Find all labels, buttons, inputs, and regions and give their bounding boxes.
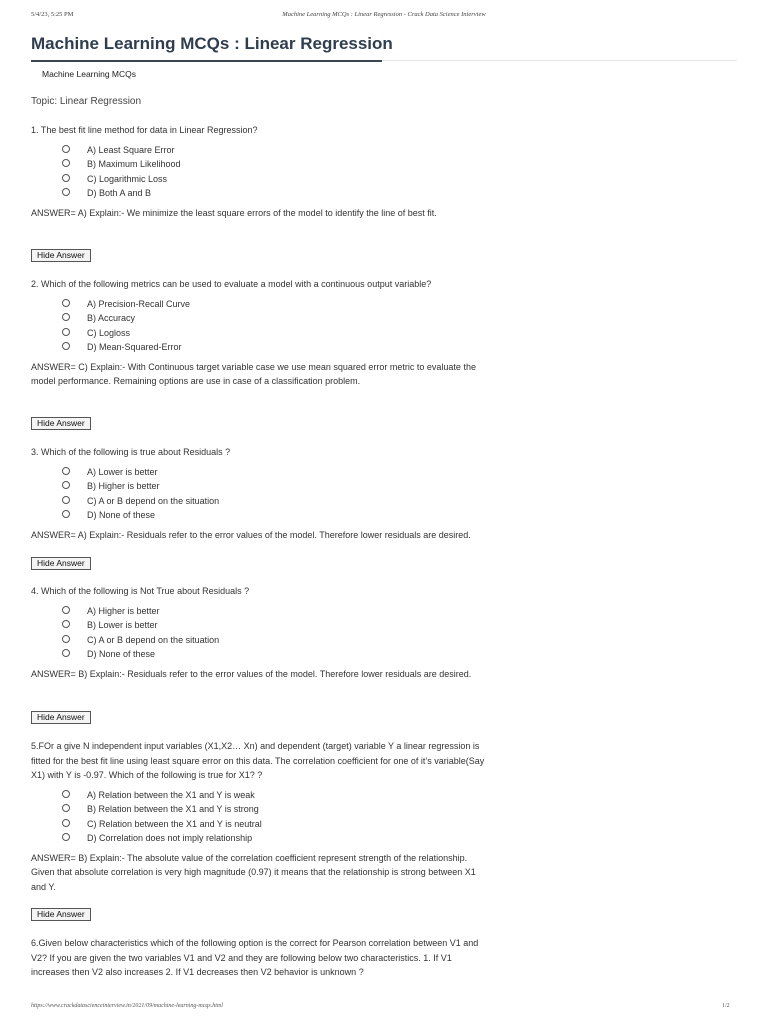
radio-button[interactable] bbox=[62, 174, 70, 182]
option-label: C) A or B depend on the situation bbox=[87, 634, 220, 645]
radio-button[interactable] bbox=[62, 145, 70, 153]
print-url: https://www.crackdatascienceinterview.in/2021/09/machine-learning-mcqs.html bbox=[31, 1003, 223, 1009]
page-number: 1/2 bbox=[722, 1003, 730, 1009]
title-underline bbox=[31, 60, 382, 62]
hide-answer-button[interactable]: Hide Answer bbox=[31, 249, 91, 262]
radio-button[interactable] bbox=[62, 804, 70, 812]
option-item[interactable] bbox=[31, 647, 486, 662]
option-label: A) Higher is better bbox=[87, 605, 160, 616]
radio-button[interactable] bbox=[62, 342, 70, 350]
hide-answer-button[interactable]: Hide Answer bbox=[31, 711, 91, 724]
option-label: C) A or B depend on the situation bbox=[87, 495, 220, 506]
option-item[interactable] bbox=[31, 172, 486, 187]
options-list bbox=[31, 604, 486, 662]
option-label: B) Higher is better bbox=[87, 481, 160, 491]
radio-button[interactable] bbox=[62, 833, 70, 841]
radio-button[interactable] bbox=[62, 328, 70, 336]
question-text: 1. The best fit line method for data in Linear Regression? bbox=[31, 125, 258, 135]
option-item[interactable] bbox=[31, 802, 486, 817]
print-date: 5/4/23, 5:25 PM bbox=[31, 11, 74, 18]
topic-label: Topic: Linear Regression bbox=[31, 96, 142, 107]
option-label: D) Mean-Squared-Error bbox=[87, 342, 182, 352]
option-item[interactable] bbox=[31, 465, 486, 480]
print-page-title: Machine Learning MCQs : Linear Regression - Crack Data Science Interview bbox=[282, 11, 486, 18]
option-label: D) Correlation does not imply relationship bbox=[87, 833, 253, 843]
option-label: B) Accuracy bbox=[87, 313, 136, 323]
option-item[interactable] bbox=[31, 340, 486, 355]
answer-text: ANSWER= A) Explain:- We minimize the least square errors of the model to identify the line of best fit. bbox=[31, 207, 437, 218]
option-item[interactable] bbox=[31, 817, 486, 832]
option-label: B) Maximum Likelihood bbox=[87, 159, 181, 169]
option-item[interactable] bbox=[31, 311, 486, 326]
radio-button[interactable] bbox=[62, 159, 70, 167]
radio-button[interactable] bbox=[62, 313, 70, 321]
radio-button[interactable] bbox=[62, 790, 70, 798]
option-label: C) Logloss bbox=[87, 327, 131, 338]
option-label: C) Relation between the X1 and Y is neutral bbox=[87, 818, 262, 829]
radio-button[interactable] bbox=[62, 496, 70, 504]
radio-button[interactable] bbox=[62, 635, 70, 643]
hide-answer-button[interactable]: Hide Answer bbox=[31, 417, 91, 430]
radio-button[interactable] bbox=[62, 299, 70, 307]
options-list bbox=[31, 465, 486, 523]
question-block-6 bbox=[31, 936, 486, 980]
radio-button[interactable] bbox=[62, 649, 70, 657]
option-item[interactable] bbox=[31, 479, 486, 494]
radio-button[interactable] bbox=[62, 188, 70, 196]
option-label: D) None of these bbox=[87, 649, 156, 659]
option-item[interactable] bbox=[31, 157, 486, 172]
question-block-4 bbox=[31, 584, 486, 681]
question-block-2 bbox=[31, 277, 486, 389]
option-label: A) Precision-Recall Curve bbox=[87, 298, 191, 309]
question-text: 6.Given below characteristics which of the following option is the correct for Pearson correlation between V1 and V2? If you are given the two variables V1 and V2 and they are following below two characteristics. 1. If V1 increases then V2 also increases 2. If V1 decreases then V2 behavior is unknown ? bbox=[31, 938, 479, 977]
option-label: D) None of these bbox=[87, 510, 156, 520]
option-label: A) Relation between the X1 and Y is weak bbox=[87, 789, 255, 800]
option-label: A) Least Square Error bbox=[87, 144, 175, 155]
question-block-3 bbox=[31, 445, 486, 542]
option-item[interactable] bbox=[31, 297, 486, 312]
option-item[interactable] bbox=[31, 186, 486, 201]
question-text: 2. Which of the following metrics can be used to evaluate a model with a continuous output variable? bbox=[31, 279, 432, 289]
question-block-1 bbox=[31, 123, 486, 220]
question-text: 5.FOr a give N independent input variables (X1,X2… Xn) and dependent (target) variable Y a linear regression is fitted for the best fit line using least square error on this data. The correlation coefficient for one of it’s variable(Say X1) with Y is -0.97. Which of the following is true for X1? ? bbox=[31, 741, 485, 780]
options-list bbox=[31, 788, 486, 846]
option-label: B) Lower is better bbox=[87, 620, 158, 630]
option-item[interactable] bbox=[31, 831, 486, 846]
answer-text: ANSWER= A) Explain:- Residuals refer to the error values of the model. Therefore lower residuals are desired. bbox=[31, 529, 471, 540]
question-text: 3. Which of the following is true about Residuals ? bbox=[31, 447, 231, 457]
option-item[interactable] bbox=[31, 494, 486, 509]
option-item[interactable] bbox=[31, 508, 486, 523]
radio-button[interactable] bbox=[62, 620, 70, 628]
page-title: Machine Learning MCQs : Linear Regression bbox=[31, 34, 393, 53]
radio-button[interactable] bbox=[62, 510, 70, 518]
option-item[interactable] bbox=[31, 633, 486, 648]
answer-text: ANSWER= C) Explain:- With Continuous target variable case we use mean squared error metric to evaluate the model performance. Remaining options are use in case of a classification problem. bbox=[31, 361, 476, 386]
option-label: A) Lower is better bbox=[87, 466, 158, 477]
option-item[interactable] bbox=[31, 618, 486, 633]
answer-text: ANSWER= B) Explain:- The absolute value of the correlation coefficient represent strength of the relationship. Given that absolute correlation is very high magnitude (0.97) it means that the relationship is strong between X1 and Y. bbox=[31, 852, 476, 892]
option-label: D) Both A and B bbox=[87, 188, 152, 198]
option-item[interactable] bbox=[31, 604, 486, 619]
question-text: 4. Which of the following is Not True about Residuals ? bbox=[31, 586, 250, 596]
title-divider bbox=[382, 60, 737, 61]
option-item[interactable] bbox=[31, 143, 486, 158]
option-label: B) Relation between the X1 and Y is strong bbox=[87, 804, 259, 814]
radio-button[interactable] bbox=[62, 606, 70, 614]
options-list bbox=[31, 143, 486, 201]
radio-button[interactable] bbox=[62, 481, 70, 489]
category-label[interactable]: Machine Learning MCQs bbox=[42, 69, 137, 79]
hide-answer-button[interactable]: Hide Answer bbox=[31, 557, 91, 570]
options-list bbox=[31, 297, 486, 355]
hide-answer-button[interactable]: Hide Answer bbox=[31, 908, 91, 921]
option-item[interactable] bbox=[31, 788, 486, 803]
question-block-5 bbox=[31, 739, 486, 894]
radio-button[interactable] bbox=[62, 467, 70, 475]
option-label: C) Logarithmic Loss bbox=[87, 173, 168, 184]
option-item[interactable] bbox=[31, 326, 486, 341]
answer-text: ANSWER= B) Explain:- Residuals refer to the error values of the model. Therefore lower residuals are desired. bbox=[31, 668, 472, 679]
radio-button[interactable] bbox=[62, 819, 70, 827]
